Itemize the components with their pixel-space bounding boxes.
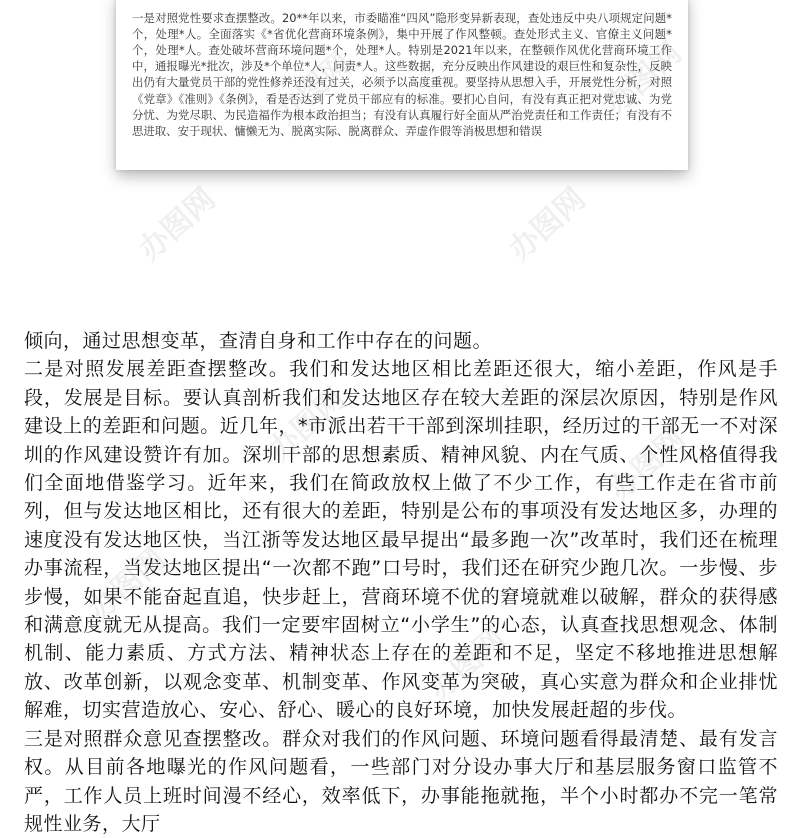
watermark: 办图网	[132, 181, 223, 268]
embedded-document-image	[116, 0, 688, 170]
watermark: 办图网	[602, 421, 693, 508]
document-body	[24, 327, 778, 838]
body-paragraph: 倾向，通过思想变革，查清自身和工作中存在的问题。	[24, 330, 493, 352]
watermark: 办图网	[262, 381, 353, 468]
body-paragraph: 二是对照发展差距查摆整改。我们和发达地区相比差距还很大，缩小差距，作风是手段，发展是目标。要认真剖析我们和发达地区存在较大差距的深层次原因，特别是作风建设上的差距和问题。近几年，*市派出若干干部到深圳挂职，经历过的干部无一不对深圳的作风建设赞许有加。深圳干部的思想素质、精神风貌、内在气质、个性风格值得我们全面地借鉴学习。近年来，我们在简政放权上做了不少工作，有些工作走在省市前列，但与发达地区相比，还有很大的差距，特别是公布的事项没有发达地区多，办理的速度没有发达地区快，当江浙等发达地区最早提出“最多跑一次”改革时，我们还在梳理办事流程，当发达地区提出“一次都不跑”口号时，我们还在研究少跑几次。一步慢、步步慢，如果不能奋起直追，快步赶上，营商环境不优的窘境就难以破解，群众的获得感和满意度就无从提高。我们一定要牢固树立“小学生”的心态，认真查找思想观念、体制机制、能力素质、方式方法、精神状态上存在的差距和不足，坚定不移地推进思想解放、改革创新，以观念变革、机制变革、作风变革为突破，真心实意为群众和企业排忧解难，切实营造放心、安心、舒心、暖心的良好环境，加快发展赶超的步伐。	[24, 358, 778, 722]
watermark: 办图网	[422, 621, 513, 708]
embedded-document-text	[132, 0, 672, 139]
watermark: 办图网	[268, 45, 359, 132]
watermark: 办图网	[82, 541, 173, 628]
watermark: 办图网	[598, 35, 688, 122]
body-paragraph: 三是对照群众意见查摆整改。群众对我们的作风问题、环境问题看得最清楚、最有发言权。从目前各地曝光的作风问题看，一些部门对分设办事大厅和基层服务窗口监管不严，工作人员上班时间漫不经心，效率低下，办事能拖就拖，半个小时都办不完一笔常规性业务，大厅	[24, 727, 778, 835]
card-paragraph: 一是对照党性要求查摆整改。20**年以来，市委瞄准“四风”隐形变异新表现，查处违反中央八项规定问题*个，处理*人。全面落实《*省优化营商环境条例》，集中开展了作风整顿。查处形式主义、官僚主义问题*个，处理*人。查处破坏营商环境问题*个，处理*人。特别是2021年以来，在整顿作风优化营商环境工作中，通报曝光*批次，涉及*个单位*人，问责*人。这些数据，充分反映出作风建设的艰巨性和复杂性，反映出仍有大量党员干部的党性修养还没有过关，必须予以高度重视。要坚持从思想入手，开展党性分析，对照《党章》《准则》《条例》，看是否达到了党员干部应有的标准。要扪心自问，有没有真正把对党忠诚、为党分忧、为党尽职、为民造福作为根本政治担当；有没有认真履行好全面从严治党责任和工作责任；有没有不思进取、安于现状、慵懒无为、脱离实际、脱离群众、弄虚作假等消极思想和错误	[132, 11, 672, 138]
card-paragraph	[132, 0, 672, 1]
watermark: 办图网	[502, 181, 593, 268]
